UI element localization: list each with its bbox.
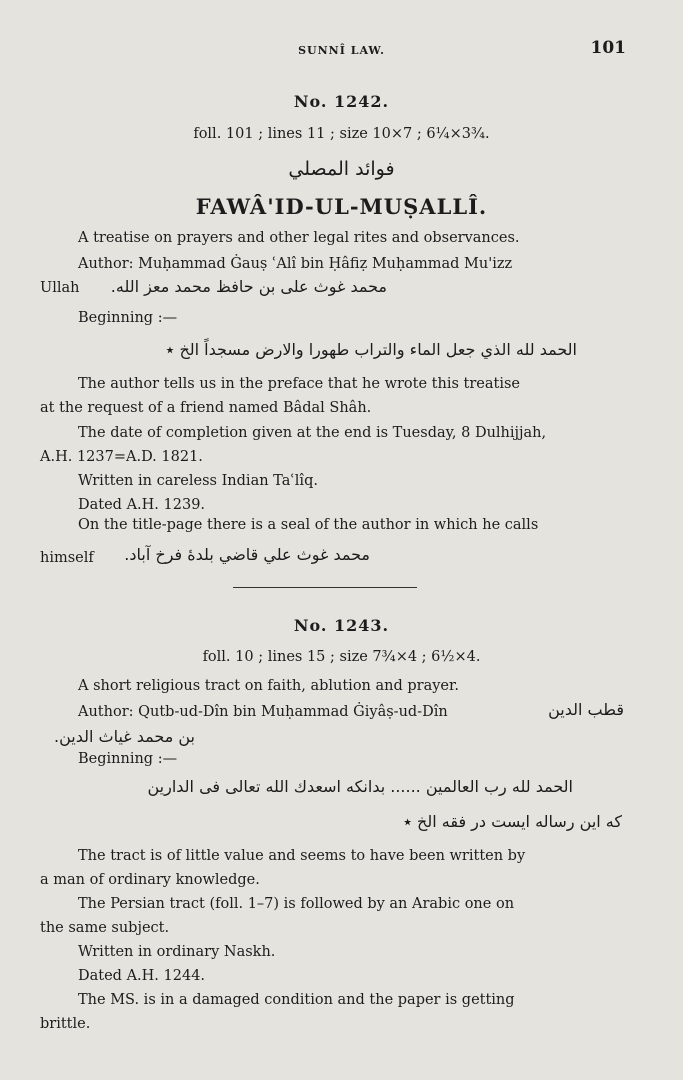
author-arabic: محمد غوث علی بن حافظ محمد معز الله. bbox=[110, 277, 387, 296]
author-arabic-cont: بن محمد غياث الدين. bbox=[53, 727, 195, 746]
entry-number: No. 1243. bbox=[293, 616, 390, 635]
text-line: The author tells us in the preface that he wrote this treatise bbox=[78, 376, 520, 392]
beginning-label: Beginning :— bbox=[78, 310, 178, 326]
text-line: The date of completion given at the end is Tuesday, 8 Dulhijjah, bbox=[78, 425, 547, 441]
author-line: Author: Qutb-ud-Dîn bin Muḥammad Ġiyâṣ-ud-Dîn bbox=[78, 704, 448, 720]
title-arabic: فوائد المصلي bbox=[288, 158, 395, 180]
entry-title: FAWÂ'ID-UL-MUṢALLÎ. bbox=[195, 194, 488, 219]
text-line: brittle. bbox=[40, 1016, 91, 1032]
text-line: Dated A.H. 1239. bbox=[78, 497, 206, 513]
beginning-label: Beginning :— bbox=[78, 751, 178, 767]
page-number: 101 bbox=[590, 38, 626, 58]
author-arabic: قطب الدين bbox=[548, 700, 624, 719]
beginning-arabic: الحمد لله الذي جعل الماء والتراب طهورا والارض مسجداً الخ ٭ bbox=[165, 340, 577, 359]
seal-arabic: محمد غوث علي قاضي بلدهٔ فرخ آباد. bbox=[124, 545, 370, 564]
text-line: a man of ordinary knowledge. bbox=[40, 872, 260, 888]
text-line: at the request of a friend named Bâdal Shâh. bbox=[40, 400, 372, 416]
text-line: A.H. 1237=A.D. 1821. bbox=[40, 449, 203, 465]
description-line: A treatise on prayers and other legal rites and observances. bbox=[78, 230, 520, 246]
text-line: Written in ordinary Naskh. bbox=[78, 944, 276, 960]
text-line: On the title-page there is a seal of the author in which he calls bbox=[78, 517, 539, 533]
text-line: himself bbox=[40, 550, 94, 566]
running-title: SUNNÎ LAW. bbox=[298, 44, 385, 57]
author-line-cont: Ullah bbox=[40, 280, 80, 296]
beginning-arabic-cont: كه اين رساله ايست در فقه الخ ٭ bbox=[403, 812, 622, 831]
text-line: the same subject. bbox=[40, 920, 170, 936]
entry-number: No. 1242. bbox=[293, 92, 390, 111]
text-line: Written in careless Indian Taʿlîq. bbox=[78, 473, 318, 489]
text-line: The MS. is in a damaged condition and the paper is getting bbox=[78, 992, 515, 1008]
beginning-arabic: الحمد لله رب العالمين ...... بدانكه اسعدك الله تعالى فى الدارين bbox=[147, 777, 573, 796]
author-line: Author: Muḥammad Ġauṣ ʿAlî bin Ḥâfiẓ Muḥammad Mu'izz bbox=[78, 256, 513, 272]
entry-meta: foll. 10 ; lines 15 ; size 7¾×4 ; 6½×4. bbox=[202, 649, 481, 665]
text-line: The tract is of little value and seems to have been written by bbox=[78, 848, 526, 864]
description-line: A short religious tract on faith, ablution and prayer. bbox=[78, 678, 459, 694]
section-divider bbox=[233, 587, 417, 588]
entry-meta: foll. 101 ; lines 11 ; size 10×7 ; 6¼×3¾. bbox=[193, 126, 490, 142]
text-line: Dated A.H. 1244. bbox=[78, 968, 206, 984]
text-line: The Persian tract (foll. 1–7) is followed by an Arabic one on bbox=[78, 896, 515, 912]
